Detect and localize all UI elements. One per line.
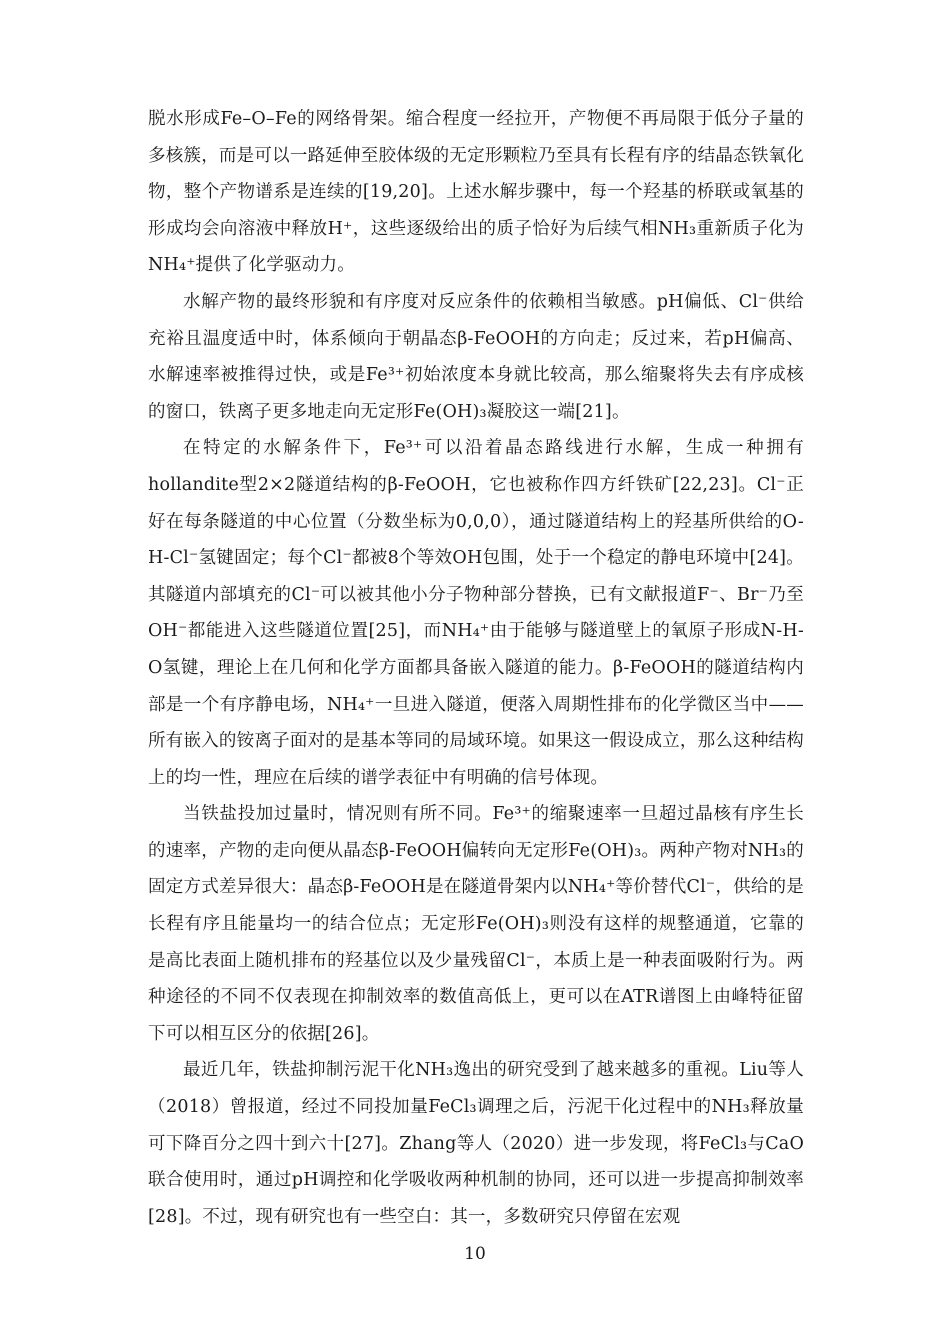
paragraph-5: 最近几年，铁盐抑制污泥干化NH₃逸出的研究受到了越来越多的重视。Liu等人（2018）曾报道，经过不同投加量FeCl₃调理之后，污泥干化过程中的NH₃释放量可下降百分之四十到六十[27]。Zhang等人（2020）进一步发现，将FeCl₃与CaO联合使用时，通过pH调控和化学吸收两种机制的协同，还可以进一步提高抑制效率[28]。不过，现有研究也有一些空白：其一，多数研究只停留在宏观 — [148, 1060, 804, 1227]
paragraph-3: 在特定的水解条件下，Fe³⁺可以沿着晶态路线进行水解，生成一种拥有hollandite型2×2隧道结构的β-FeOOH，它也被称作四方纤铁矿[22,23]。Cl⁻正好在每条隧道的中心位置（分数坐标为0,0,0），通过隧道结构上的羟基所供给的O-H-Cl⁻氢键固定；每个Cl⁻都被8个等效OH包围，处于一个稳定的静电环境中[24]。其隧道内部填充的Cl⁻可以被其他小分子物种部分替换，已有文献报道F⁻、Br⁻乃至OH⁻都能进入这些隧道位置[25]，而NH₄⁺由于能够与隧道壁上的氧原子形成N-H-O氢键，理论上在几何和化学方面都具备嵌入隧道的能力。β-FeOOH的隧道结构内部是一个有序静电场，NH₄⁺一旦进入隧道，便落入周期性排布的化学微区当中——所有嵌入的铵离子面对的是基本等同的局域环境。如果这一假设成立，那么这种结构上的均一性，理应在后续的谱学表征中有明确的信号体现。 — [148, 438, 804, 788]
page-number: 10 — [464, 1244, 486, 1264]
paragraph-2: 水解产物的最终形貌和有序度对反应条件的依赖相当敏感。pH偏低、Cl⁻供给充裕且温度适中时，体系倾向于朝晶态β-FeOOH的方向走；反过来，若pH偏高、水解速率被推得过快，或是Fe³⁺初始浓度本身就比较高，那么缩聚将失去有序成核的窗口，铁离子更多地走向无定形Fe(OH)₃凝胶这一端[21]。 — [148, 291, 804, 422]
paragraph-1: 脱水形成Fe–O–Fe的网络骨架。缩合程度一经拉开，产物便不再局限于低分子量的多核簇，而是可以一路延伸至胶体级的无定形颗粒乃至具有长程有序的结晶态铁氧化物，整个产物谱系是连续的[19,20]。上述水解步骤中，每一个羟基的桥联或氧基的形成均会向溶液中释放H⁺，这些逐级给出的质子恰好为后续气相NH₃重新质子化为NH₄⁺提供了化学驱动力。 — [148, 109, 804, 276]
paragraph-4: 当铁盐投加过量时，情况则有所不同。Fe³⁺的缩聚速率一旦超过晶核有序生长的速率，产物的走向便从晶态β-FeOOH偏转向无定形Fe(OH)₃。两种产物对NH₃的固定方式差异很大：晶态β-FeOOH是在隧道骨架内以NH₄⁺等价替代Cl⁻，供给的是长程有序且能量均一的结合位点；无定形Fe(OH)₃则没有这样的规整通道，它靠的是高比表面上随机排布的羟基位以及少量残留Cl⁻，本质上是一种表面吸附行为。两种途径的不同不仅表现在抑制效率的数值高低上，更可以在ATR谱图上由峰特征留下可以相互区分的依据[26]。 — [148, 804, 804, 1044]
document-body — [148, 101, 804, 1235]
